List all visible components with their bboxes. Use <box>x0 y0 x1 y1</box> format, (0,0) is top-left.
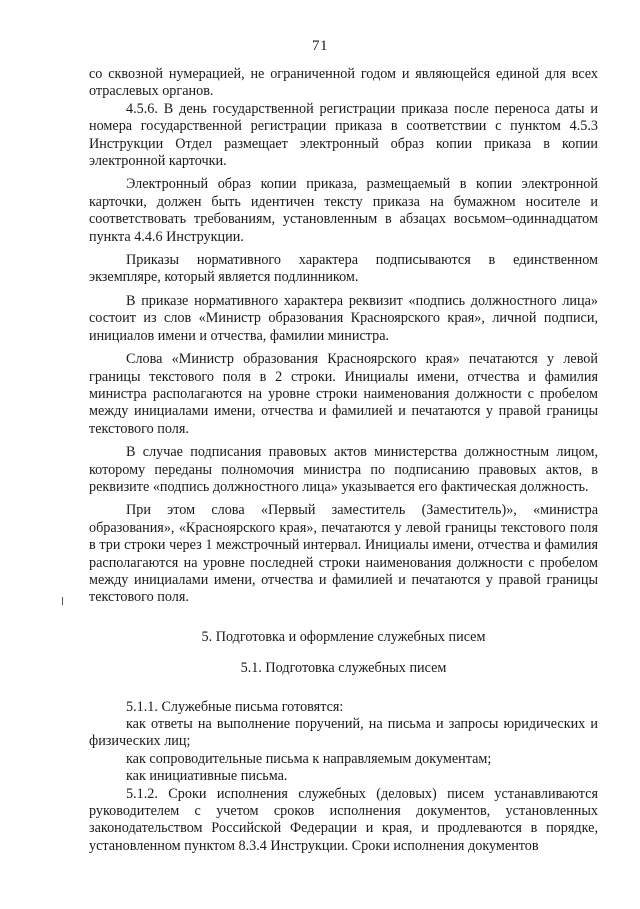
paragraph-minister-words: Слова «Министр образования Красноярского края» печатаются у левой границы текстового поля в 2 строки. Инициалы имени, отчества и фамилия министра располагаются на уровне строки наименования должности с пробелом между инициалами имени, отчества и фамилией и печатаются у правой границы текстового поля. <box>89 351 598 437</box>
margin-mark <box>62 597 63 605</box>
clause-512: 5.1.2. Сроки исполнения служебных (деловых) писем устанавливаются руководителем с учетом сроков исполнения документов, установленных законодательством Российской Федерации и края, и продлеваются в порядке, установленном пунктом 8.3.4 Инструкции. Сроки исполнения документов <box>89 785 598 854</box>
paragraph-delegated-signing: В случае подписания правовых актов министерства должностным лицом, которому переданы полномочия министра по подписанию правовых актов, в реквизите «подпись должностного лица» указывается его фактическая должность. <box>89 444 598 495</box>
paragraph-clause-456: 4.5.6. В день государственной регистрации приказа после переноса даты и номера государственной регистрации приказа в соответствии с пунктом 4.5.3 Инструкции Отдел размещает электронный образ копии приказа в копии электронной карточки. <box>89 100 598 170</box>
clause-511: 5.1.1. Служебные письма готовятся: <box>126 698 344 715</box>
document-body <box>89 66 598 855</box>
page-number: 71 <box>312 38 328 54</box>
list-item: как инициативные письма. <box>126 768 288 785</box>
paragraph-signature-requisite: В приказе нормативного характера реквизит «подпись должностного лица» состоит из слов «Министр образования Красноярского края», личной подписи, инициалов имени и отчества, фамилии министра. <box>89 292 598 344</box>
list-item: как сопроводительные письма к направляемым документам; <box>126 750 492 767</box>
section-heading: 5. Подготовка и оформление служебных писем <box>201 628 486 645</box>
subsection-heading: 5.1. Подготовка служебных писем <box>240 660 447 677</box>
paragraph-normative-signing: Приказы нормативного характера подписываются в единственном экземпляре, который является подлинником. <box>89 252 598 286</box>
paragraph-continuation: со сквозной нумерацией, не ограниченной годом и являющейся единой для всех отраслевых органов. <box>89 66 598 100</box>
paragraph-deputy-words: При этом слова «Первый заместитель (Заместитель)», «министра образования», «Красноярского края», печатаются у левой границы текстового поля в три строки через 1 межстрочный интервал. Инициалы имени, отчества и фамилия располагаются на уровне последней строки наименования должности с пробелом между инициалами имени, отчества и фамилией и печатаются у правой границы текстового поля. <box>89 502 598 606</box>
paragraph-electronic-image: Электронный образ копии приказа, размещаемый в копии электронной карточки, должен быть идентичен тексту приказа на бумажном носителе и соответствовать требованиям, установленным в абзацах восьмом–одиннадцатом пункта 4.4.6 Инструкции. <box>89 176 598 245</box>
list-item: как ответы на выполнение поручений, на письма и запросы юридических и физических лиц; <box>89 716 598 750</box>
